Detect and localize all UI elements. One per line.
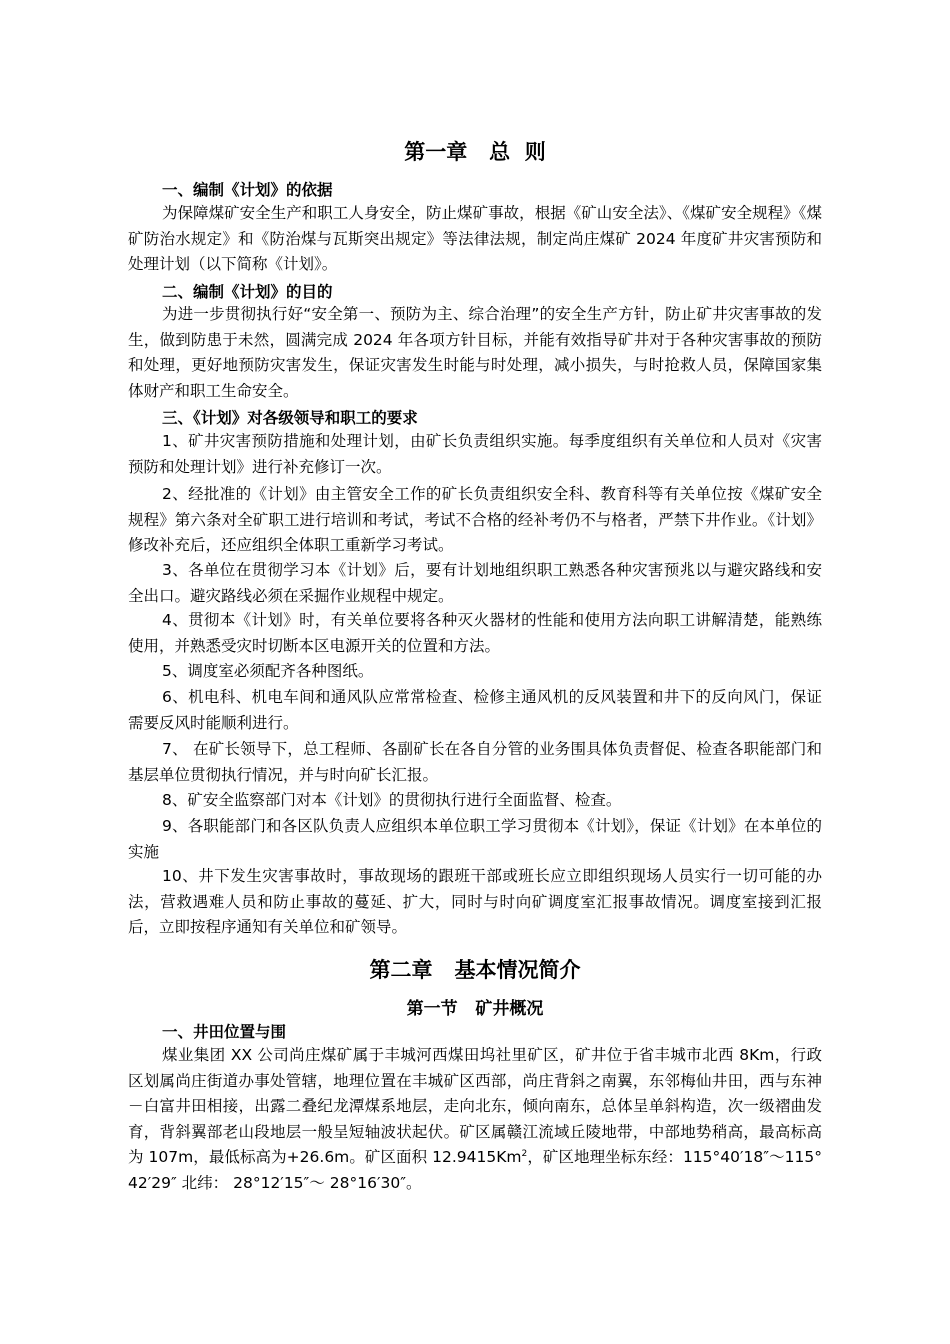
list-item-3: 3、各单位在贯彻学习本《计划》后，要有计划地组织职工熟悉各种灾害预兆以与避灾路线和安全出口。避灾路线必须在采掘作业规程中规定。 (128, 561, 822, 605)
list-item-10: 10、井下发生灾害事故时，事故现场的跟班干部或班长应立即组织现场人员实行一切可能的办法，营救遇难人员和防止事故的蔓延、扩大，同时与时向矿调度室汇报事故情况。调度室接到汇报后，立即按程序通知有关单位和矿领导。 (128, 867, 822, 937)
list-item-2: 2、经批准的《计划》由主管安全工作的矿长负责组织安全科、教育科等有关单位按《煤矿安全规程》第六条对全矿职工进行培训和考试，考试不合格的经补考仍不与格者，严禁下井作业。《计划》修改补充后，还应组织全体职工重新学习考试。 (128, 485, 822, 555)
mine-location-text: 煤业集团 XX 公司尚庄煤矿属于丰城河西煤田坞社里矿区，矿井位于省丰城市北西 8Km，行政区划属尚庄街道办事处管辖，地理位置在丰城矿区西部，尚庄背斜之南翼，东邻梅仙井田，西与东神－白富井田相接，出露二叠纪龙潭煤系地层，走向北东，倾向南东，总体呈单斜构造，次一级褶曲发育，背斜翼部老山段地层一般呈短轴波状起伏。矿区属赣江流域丘陵地带，中部地势稍高，最高标高为 107m，最低标高为+26.6m。矿区面积 12.9415Km (128, 1046, 822, 1167)
list-item-7: 7、 在矿长领导下，总工程师、各副矿长在各自分管的业务围具体负责督促、检查各职能部门和基层单位贯彻执行情况，并与时向矿长汇报。 (128, 740, 822, 784)
list-item-8: 8、矿安全监察部门对本《计划》的贯彻执行进行全面监督、检查。 (162, 791, 622, 809)
heading-mine-location: 一、井田位置与围 (162, 1023, 287, 1041)
heading-purpose: 二、编制《计划》的目的 (162, 283, 333, 301)
heading-basis: 一、编制《计划》的依据 (162, 181, 333, 199)
paragraph-purpose: 为进一步贯彻执行好“安全第一、预防为主、综合治理”的安全生产方针，防止矿井灾害事故的发生，做到防患于未然，圆满完成 2024 年各项方针目标，并能有效指导矿井对于各种灾害事故的预防和处理，更好地预防灾害发生，保证灾害发生时能与时处理，减小损失，与时抢救人员，保障国家集体财产和职工生命安全。 (128, 305, 822, 400)
superscript-2: 2 (521, 1149, 528, 1160)
list-item-1: 1、矿井灾害预防措施和处理计划，由矿长负责组织实施。每季度组织有关单位和人员对《灾害预防和处理计划》进行补充修订一次。 (128, 432, 822, 476)
chapter-1-title: 第一章 总 则 (404, 140, 546, 164)
paragraph-mine-location (128, 1043, 822, 1197)
list-item-5: 5、调度室必须配齐各种图纸。 (162, 662, 374, 680)
list-item-4: 4、贯彻本《计划》时，有关单位要将各种灭火器材的性能和使用方法向职工讲解清楚，能熟练使用，并熟悉受灾时切断本区电源开关的位置和方法。 (128, 611, 822, 655)
list-item-9: 9、各职能部门和各区队负责人应组织本单位职工学习贯彻本《计划》，保证《计划》在本单位的实施 (128, 817, 822, 861)
paragraph-basis: 为保障煤矿安全生产和职工人身安全，防止煤矿事故，根据《矿山安全法》、《煤矿安全规程》《煤矿防治水规定》和《防治煤与瓦斯突出规定》等法律法规，制定尚庄煤矿 2024 年度矿井灾害预防和处理计划（以下简称《计划》。 (128, 204, 822, 274)
chapter-2-title: 第二章 基本情况简介 (369, 958, 581, 982)
mine-coordinates-text: ，矿区地理坐标东经：115°40′18″～115°42′29″ 北纬： 28°12′15″～ 28°16′30″。 (128, 1148, 822, 1192)
heading-requirements: 三、《计划》对各级领导和职工的要求 (162, 409, 418, 427)
section-1-title: 第一节 矿井概况 (406, 999, 544, 1019)
list-item-6: 6、机电科、机电车间和通风队应常常检查、检修主通风机的反风装置和井下的反向风门，保证需要反风时能顺利进行。 (128, 688, 822, 732)
